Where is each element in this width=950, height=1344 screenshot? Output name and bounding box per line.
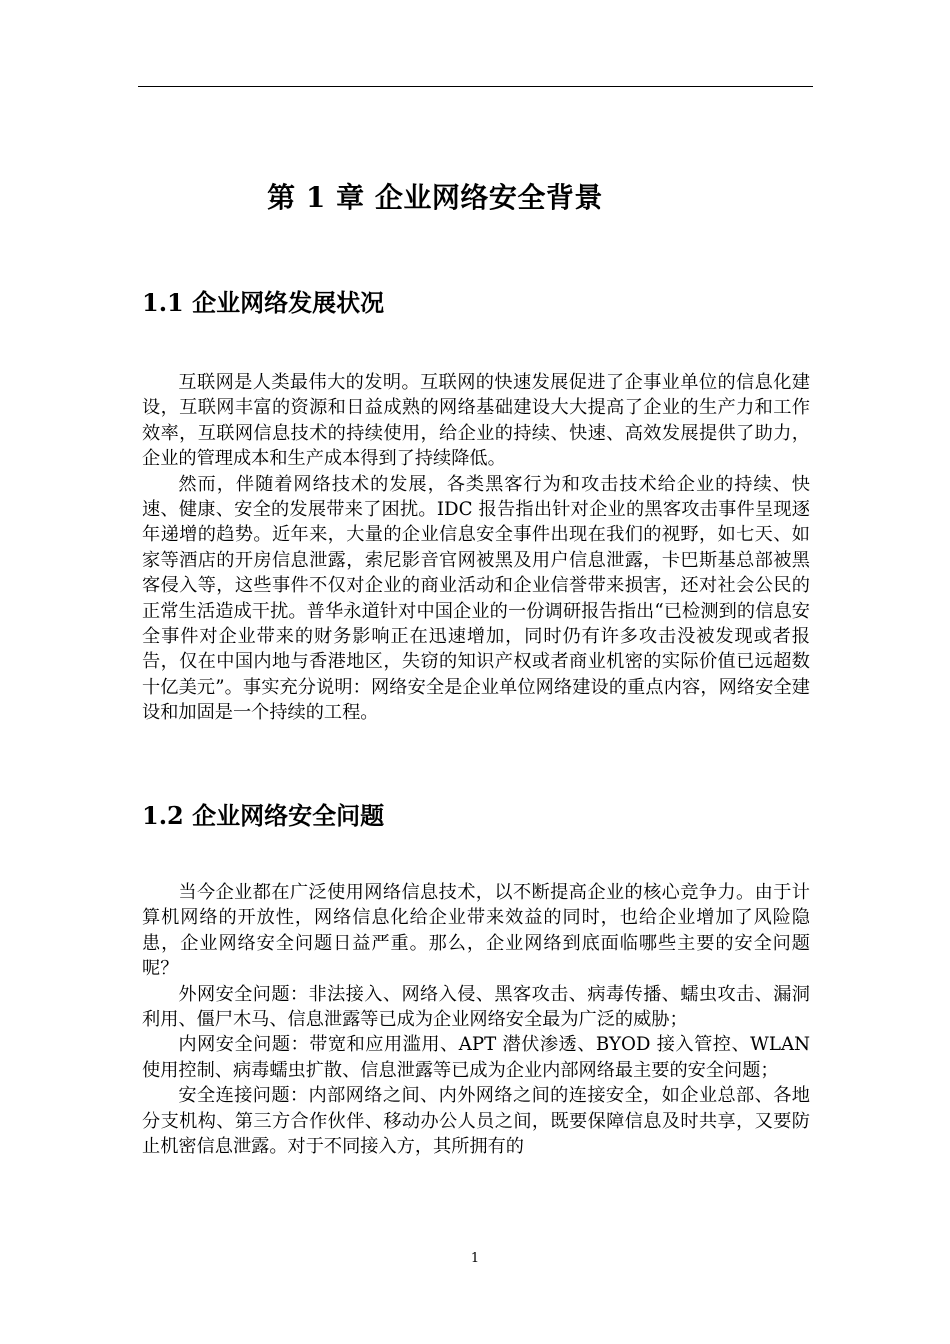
paragraph: 互联网是人类最伟大的发明。互联网的快速发展促进了企事业单位的信息化建设，互联网丰富的资源和日益成熟的网络基础建设大大提高了企业的生产力和工作效率，互联网信息技术的持续使用，给企业的持续、快速、高效发展提供了助力，企业的管理成本和生产成本得到了持续降低。 (142, 372, 810, 470)
section-body-1-1 (142, 370, 810, 726)
section-body-1-2 (142, 880, 810, 1159)
paragraph: 内网安全问题：带宽和应用滥用、APT 潜伏渗透、BYOD 接入管控、WLAN 使用控制、病毒蠕虫扩散、信息泄露等已成为企业内部网络最主要的安全问题； (142, 1034, 810, 1081)
paragraph: 然而，伴随着网络技术的发展，各类黑客行为和攻击技术给企业的持续、快速、健康、安全的发展带来了困扰。IDC 报告指出针对企业的黑客攻击事件呈现逐年递增的趋势。近年来，大量的企业信息安全事件出现在我们的视野，如七天、如家等酒店的开房信息泄露，索尼影音官网被黑及用户信息泄露，卡巴斯基总部被黑客侵入等，这些事件不仅对企业的商业活动和企业信誉带来损害，还对社会公民的正常生活造成干扰。普华永道针对中国企业的一份调研报告指出“已检测到的信息安全事件对企业带来的财务影响正在迅速增加，同时仍有许多攻击没被发现或者报告，仅在中国内地与香港地区，失窃的知识产权或者商业机密的实际价值已远超数十亿美元”。事实充分说明：网络安全是企业单位网络建设的重点内容，网络安全建设和加固是一个持续的工程。 (142, 473, 810, 724)
section-heading-1-1: 1.1 企业网络发展状况 (142, 288, 385, 317)
paragraph: 外网安全问题：非法接入、网络入侵、黑客攻击、病毒传播、蠕虫攻击、漏洞利用、僵尸木马、信息泄露等已成为企业网络安全最为广泛的威胁； (142, 983, 810, 1031)
paragraph: 安全连接问题：内部网络之间、内外网络之间的连接安全，如企业总部、各地分支机构、第三方合作伙伴、移动办公人员之间，既要保障信息及时共享，又要防止机密信息泄露。对于不同接入方，其所拥有的 (142, 1085, 810, 1158)
chapter-title: 第 1 章 企业网络安全背景 (267, 180, 603, 214)
header-rule (138, 86, 813, 87)
paragraph: 当今企业都在广泛使用网络信息技术，以不断提高企业的核心竞争力。由于计算机网络的开放性，网络信息化给企业带来效益的同时，也给企业增加了风险隐患，企业网络安全问题日益严重。那么，企业网络到底面临哪些主要的安全问题呢？ (142, 882, 810, 980)
section-heading-1-2: 1.2 企业网络安全问题 (142, 801, 385, 830)
page-number: 1 (470, 1251, 480, 1266)
